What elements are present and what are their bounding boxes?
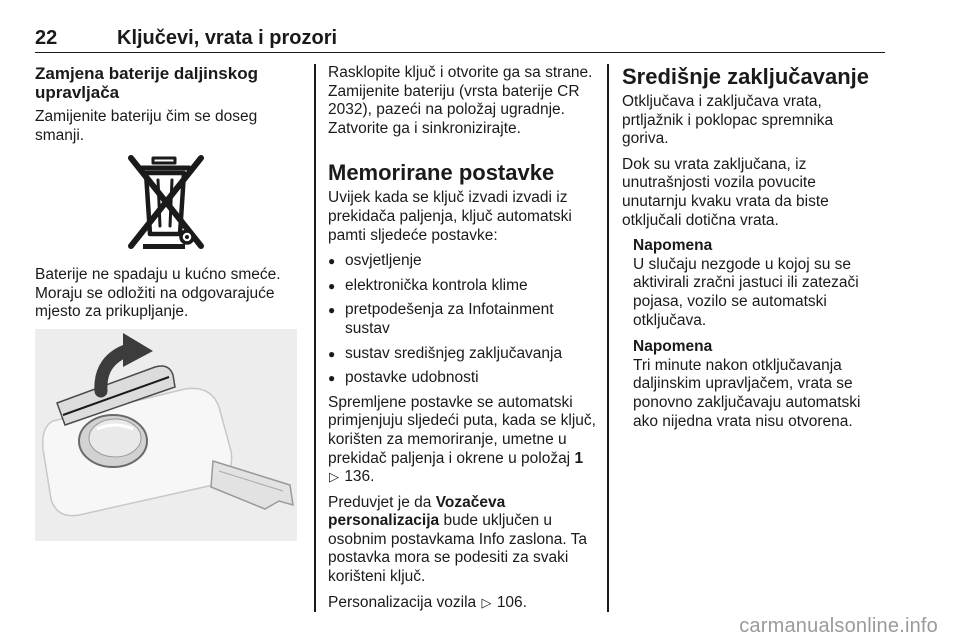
column-2 <box>328 64 598 619</box>
note-auto-relock <box>622 338 882 431</box>
stored-settings-apply-text: Spremljene postavke se automatski primjenjuju sljedeći puta, kada se ključ, korišten za memoriranje, umetne u prekidač paljenja i okrene u položaj 1 ▷ 136. <box>328 393 596 486</box>
column-1 <box>35 64 300 541</box>
crossed-out-bin-icon <box>123 152 213 252</box>
column-divider-1 <box>314 64 316 612</box>
driver-personalization-label: Vozačeva personalizacija <box>328 493 506 530</box>
list-item: ● sustav središnjeg zaključavanja <box>328 345 598 364</box>
reference-arrow-icon: ▷ <box>481 594 492 610</box>
page-reference[interactable]: 106. <box>496 593 527 611</box>
page-header <box>35 27 885 53</box>
note-airbag <box>622 237 882 330</box>
note-title: Napomena <box>633 338 713 356</box>
watermark: carmanualsonline.info <box>739 615 938 637</box>
reference-arrow-icon: ▷ <box>329 469 339 485</box>
note-text: U slučaju nezgode u kojoj su se aktivirali zračni jastuci ili zatezači pojasa, vozilo se automatski otključava. <box>633 255 859 329</box>
page-number: 22 <box>35 27 58 49</box>
key-battery-replacement-illustration <box>35 329 297 541</box>
page-reference[interactable]: 136. <box>344 468 375 486</box>
note-text: Tri minute nakon otključavanja daljinskim upravljačem, vrata se ponovno zaključavaju automatski ako nijedna vrata nisu otvorena. <box>633 356 861 430</box>
column-divider-2 <box>607 64 609 612</box>
column-3 <box>622 64 882 439</box>
personalization-precondition-text: Preduvjet je da Vozačeva personalizacija bude uključen u osobnim postavkama Info zaslona. Ta postavka mora se podesiti za svaki korišteni ključ. <box>328 493 588 586</box>
note-title: Napomena <box>633 237 713 255</box>
list-item: ● elektronička kontrola klime <box>328 277 598 296</box>
battery-replacement-text: Zamijenite bateriju čim se doseg smanji. <box>35 108 258 144</box>
unlock-from-inside-text: Dok su vrata zaključana, iz unutrašnjosti vozila povucite unutarnju kvaku vrata da biste otključali dotična vrata. <box>622 155 829 229</box>
stored-settings-intro: Uvijek kada se ključ izvadi izvadi iz prekidača paljenja, ključ automatski pamti sljedeće postavke: <box>328 189 572 244</box>
central-locking-text: Otključava i zaključava vrata, prtljažnik i poklopac spremnika goriva. <box>622 93 834 148</box>
ignition-position: 1 <box>574 449 584 467</box>
vehicle-personalization-reference: Personalizacija vozila ▷ 106. <box>328 593 527 611</box>
central-locking-title: Središnje zaključavanje <box>622 64 870 89</box>
battery-instructions-text: Rasklopite ključ i otvorite ga sa strane. Zamijenite bateriju (vrsta baterije CR 2032), pazeći na položaj ugradnje. Zatvorite ga i sinkronizirajte. <box>328 64 593 137</box>
list-item: ● pretpodešenja za Infotainment sustav <box>328 301 598 338</box>
battery-disposal-text: Baterije ne spadaju u kućno smeće. Moraju se odložiti na odgovarajuće mjesto za prikupljanje. <box>35 266 281 321</box>
stored-settings-list <box>328 252 598 388</box>
list-item: ● osvjetljenje <box>328 252 598 271</box>
chapter-title: Ključevi, vrata i prozori <box>117 27 338 49</box>
battery-replacement-heading: Zamjena baterije daljinskog upravljača <box>35 64 258 102</box>
list-item: ● postavke udobnosti <box>328 369 598 388</box>
stored-settings-title: Memorirane postavke <box>328 160 555 186</box>
